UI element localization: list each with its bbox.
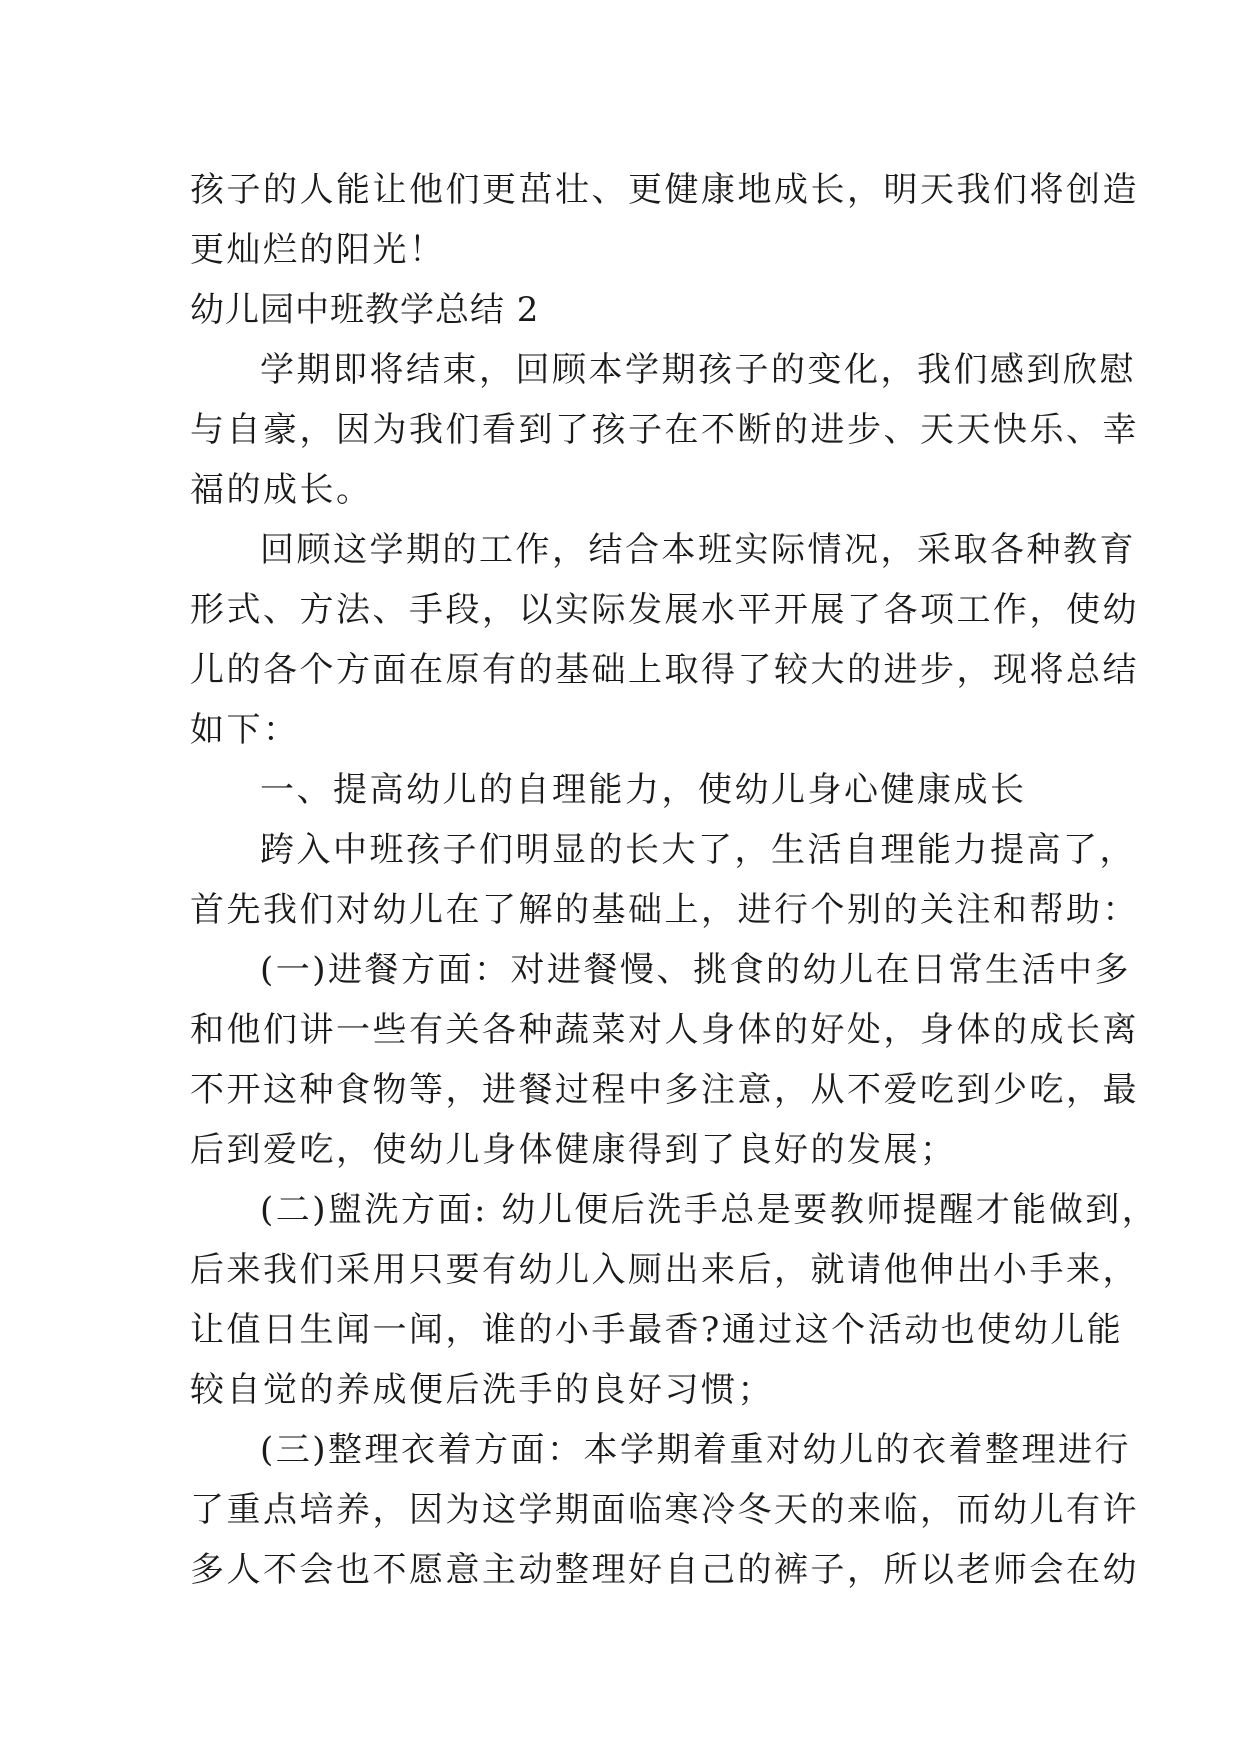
paragraph-line: (三)整理衣着方面：本学期着重对幼儿的衣着整理进行 [260,1430,1132,1470]
paragraph-line: 回顾这学期的工作，结合本班实际情况，采取各种教育 [260,530,1136,570]
paragraph-line: 如下： [190,710,300,750]
document-body [190,160,1159,1600]
paragraph-line: 福的成长。 [190,470,373,510]
paragraph-line: 后来我们采用只要有幼儿入厕出来后，就请他伸出小手来， [190,1250,1139,1290]
paragraph-line: 和他们讲一些有关各种蔬菜对人身体的好处，身体的成长离 [190,1010,1139,1050]
paragraph-line: 与自豪，因为我们看到了孩子在不断的进步、天天快乐、幸 [190,410,1139,450]
paragraph-line: 跨入中班孩子们明显的长大了，生活自理能力提高了， [260,830,1136,870]
paragraph-line: 让值日生闻一闻，谁的小手最香?通过这个活动也使幼儿能 [190,1310,1124,1350]
paragraph-line: 形式、方法、手段，以实际发展水平开展了各项工作，使幼 [190,590,1139,630]
paragraph-line: 多人不会也不愿意主动整理好自己的裤子，所以老师会在幼 [190,1550,1139,1590]
paragraph-line: 儿的各个方面在原有的基础上取得了较大的进步，现将总结 [190,650,1139,690]
paragraph-line: 不开这种食物等，进餐过程中多注意，从不爱吃到少吃，最 [190,1070,1139,1110]
paragraph-line: 较自觉的养成便后洗手的良好习惯； [190,1370,774,1410]
section-title: 幼儿园中班教学总结 2 [190,290,540,330]
paragraph-line: 更灿烂的阳光！ [190,230,446,270]
paragraph-line: 孩子的人能让他们更茁壮、更健康地成长，明天我们将创造 [190,170,1139,210]
paragraph-line: 了重点培养，因为这学期面临寒冷冬天的来临，而幼儿有许 [190,1490,1139,1530]
paragraph-line: (一)进餐方面：对进餐慢、挑食的幼儿在日常生活中多 [260,950,1132,990]
paragraph-line: 学期即将结束，回顾本学期孩子的变化，我们感到欣慰 [260,350,1136,390]
subsection-heading: 一、提高幼儿的自理能力，使幼儿身心健康成长 [260,770,1027,810]
paragraph-line: (二)盥洗方面: 幼儿便后洗手总是要教师提醒才能做到， [260,1190,1159,1230]
paragraph-line: 首先我们对幼儿在了解的基础上，进行个别的关注和帮助： [190,890,1139,930]
paragraph-line: 后到爱吃，使幼儿身体健康得到了良好的发展； [190,1130,957,1170]
